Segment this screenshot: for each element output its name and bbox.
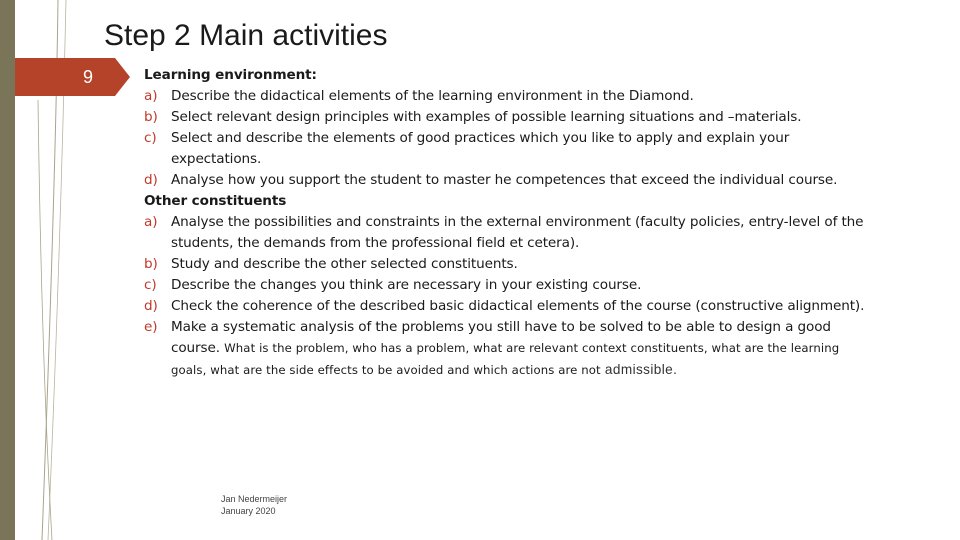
section-heading-learning-environment: Learning environment: — [144, 67, 317, 83]
list-marker: c) — [144, 130, 157, 146]
slide-content — [144, 65, 874, 381]
list-marker: d) — [144, 298, 158, 314]
list-marker: a) — [144, 214, 158, 230]
list-marker: e) — [144, 319, 158, 335]
list-item-text-tail: admissible. — [604, 362, 678, 377]
list-item-text: Describe the didactical elements of the learning environment in the Diamond. — [171, 88, 694, 104]
list-item-text — [171, 319, 839, 378]
list-item-text: Select relevant design principles with examples of possible learning situations and –materials. — [171, 109, 802, 125]
list-item-text: Study and describe the other selected constituents. — [171, 256, 518, 272]
footer — [221, 493, 287, 517]
list-marker: b) — [144, 256, 158, 272]
list-item — [144, 317, 874, 381]
list-item — [144, 128, 874, 170]
slide-number: 9 — [82, 67, 93, 87]
list-marker: b) — [144, 109, 158, 125]
list-item-text: Describe the changes you think are necessary in your existing course. — [171, 277, 642, 293]
footer-author: Jan Nedermeijer — [221, 494, 288, 504]
list-item — [144, 170, 874, 191]
list-item — [144, 107, 874, 128]
list-item — [144, 212, 874, 254]
list-item-text: Select and describe the elements of good practices which you like to apply and explain your expectations. — [171, 130, 790, 167]
list-item-text: Analyse the possibilities and constraints in the external environment (faculty policies, entry-level of the students, the demands from the professional field et cetera). — [171, 214, 864, 251]
list-marker: a) — [144, 88, 158, 104]
list-marker: c) — [144, 277, 157, 293]
list-item-text: Check the coherence of the described basic didactical elements of the course (constructive alignment). — [171, 298, 865, 314]
list-item — [144, 254, 874, 275]
list-item-text-main: Make a systematic analysis of the problems you still have to be solved to be able to design a good course. — [171, 319, 831, 356]
list-item — [144, 296, 874, 317]
list-item — [144, 275, 874, 296]
section-heading-other-constituents: Other constituents — [144, 193, 287, 209]
footer-date: January 2020 — [221, 506, 276, 516]
list-item-text-detail: What is the problem, who has a problem, what are relevant context constituents, what are the learning goals, what are the side effects to be avoided and which actions are not — [171, 341, 840, 377]
list-item — [144, 86, 874, 107]
list-marker: d) — [144, 172, 158, 188]
list-item-text: Analyse how you support the student to master he competences that exceed the individual course. — [171, 172, 838, 188]
page-title: Step 2 Main activities — [104, 19, 388, 52]
